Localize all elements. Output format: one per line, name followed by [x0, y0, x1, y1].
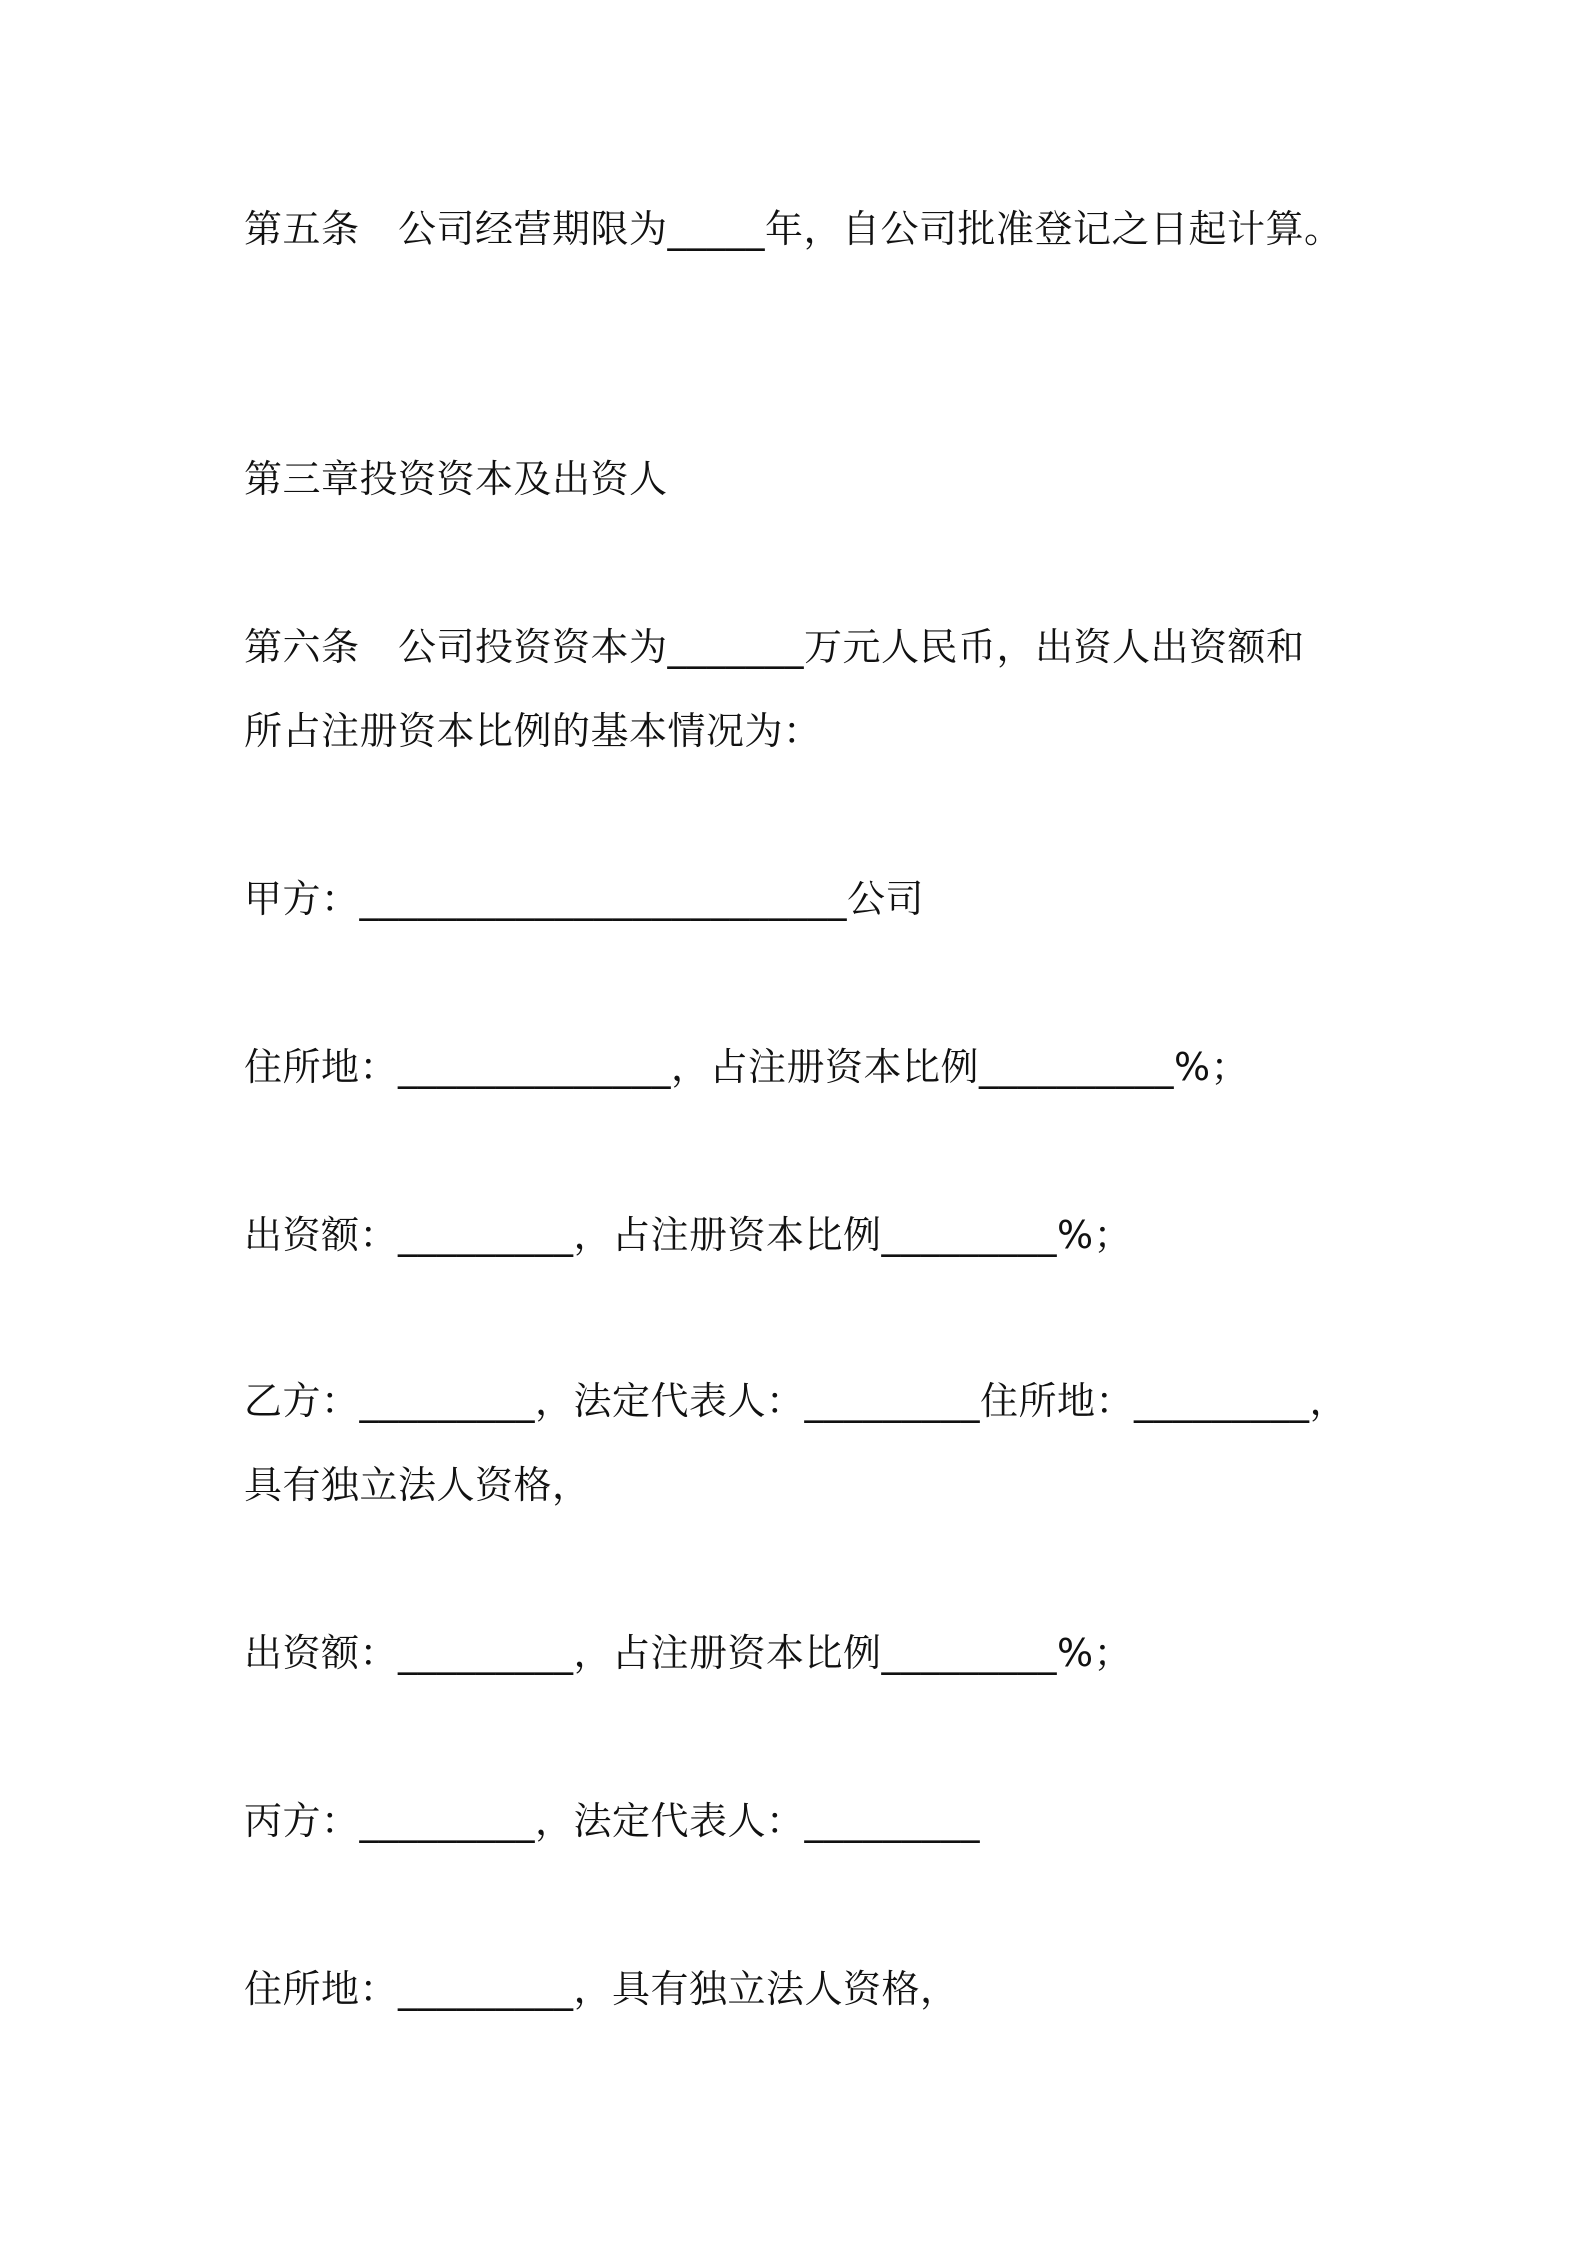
party-a-capital: 出资额：_________，占注册资本比例_________%； [244, 1213, 1133, 1257]
party-b-line-1: 乙方：_________，法定代表人：_________住所地：_________， [244, 1379, 1349, 1423]
party-c: 丙方：_________，法定代表人：_________ [244, 1799, 981, 1843]
chapter-3-title: 第三章投资资本及出资人 [244, 457, 668, 501]
article-5: 第五条 公司经营期限为_____年，自公司批准登记之日起计算。 [244, 207, 1343, 251]
party-b-capital: 出资额：_________，占注册资本比例_________%； [244, 1631, 1133, 1675]
party-a: 甲方：_________________________公司 [244, 877, 925, 921]
article-6-line-1: 第六条 公司投资资本为_______万元人民币，出资人出资额和 [244, 625, 1305, 669]
party-a-address: 住所地：______________，占注册资本比例__________%； [244, 1045, 1250, 1089]
party-c-address: 住所地：_________，具有独立法人资格， [244, 1967, 959, 2011]
article-6-line-2: 所占注册资本比例的基本情况为： [244, 709, 822, 753]
party-b-line-2: 具有独立法人资格， [244, 1463, 591, 1507]
